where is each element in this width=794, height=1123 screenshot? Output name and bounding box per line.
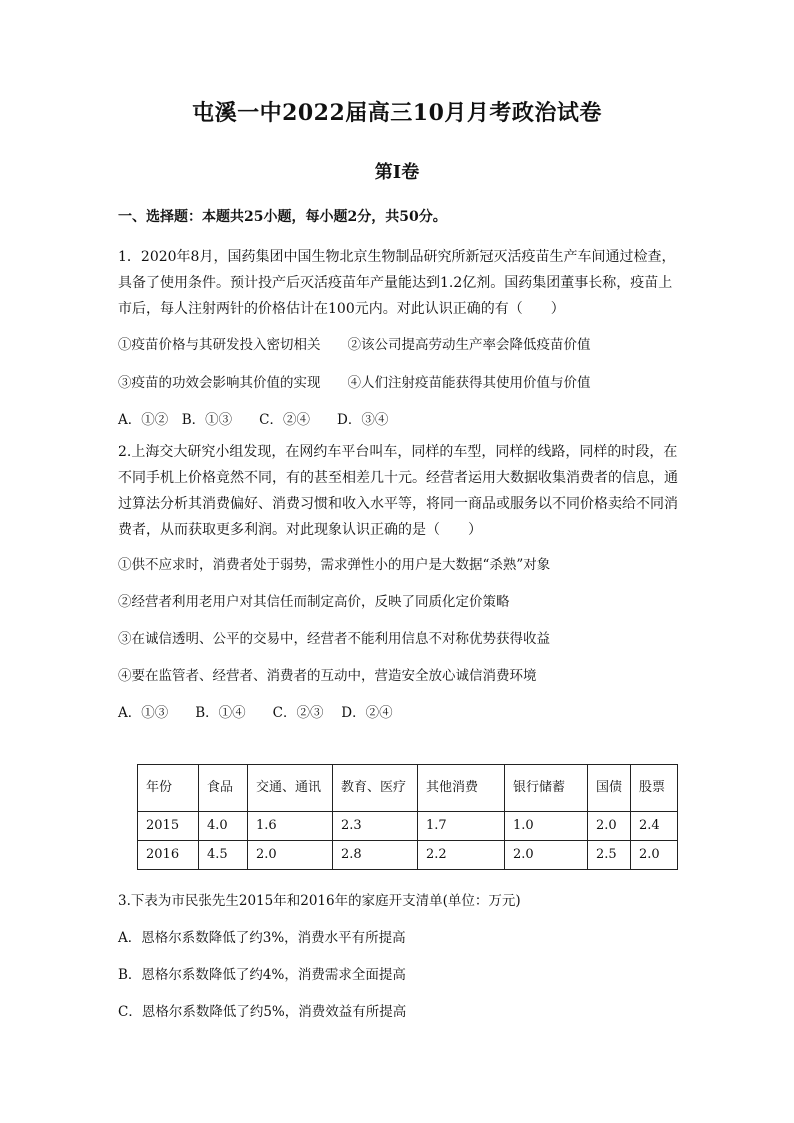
table-header-cell: 教育、医疗 xyxy=(333,765,418,812)
table-cell: 1.6 xyxy=(248,812,333,841)
question-2-choices: A．①③ B．①④ C．②③ D．②④ xyxy=(118,705,393,721)
table-header-cell: 国债 xyxy=(588,765,631,812)
table-cell: 2.0 xyxy=(505,841,588,870)
table-cell: 2.2 xyxy=(418,841,505,870)
table-header-cell: 年份 xyxy=(138,765,199,812)
table-header-cell: 食品 xyxy=(199,765,248,812)
table-cell: 2.4 xyxy=(631,812,678,841)
table-cell: 2015 xyxy=(138,812,199,841)
question-3-stem: 3.下表为市民张先生2015年和2016年的家庭开支清单(单位：万元) xyxy=(118,893,521,909)
question-3-option-c: C．恩格尔系数降低了约5%，消费效益有所提高 xyxy=(118,1004,407,1020)
table-cell: 2.5 xyxy=(588,841,631,870)
table-cell: 2016 xyxy=(138,841,199,870)
exam-title: 屯溪一中2022届高三10月月考政治试卷 xyxy=(192,100,602,126)
question-1-options-line-1: ①疫苗价格与其研发投入密切相关 ②该公司提高劳动生产率会降低疫苗价值 xyxy=(118,337,591,353)
question-3-option-a: A．恩格尔系数降低了约3%，消费水平有所提高 xyxy=(118,930,406,946)
table-cell: 2.0 xyxy=(588,812,631,841)
table-row xyxy=(138,841,678,870)
question-1-choices: A．①② B．①③ C．②④ D．③④ xyxy=(118,412,389,428)
question-3-option-b: B．恩格尔系数降低了约4%，消费需求全面提高 xyxy=(118,967,406,983)
table-cell: 2.8 xyxy=(333,841,418,870)
question-2-option-3: ③在诚信透明、公平的交易中，经营者不能利用信息不对称优势获得收益 xyxy=(118,631,550,647)
table-row xyxy=(138,812,678,841)
table-header-cell: 股票 xyxy=(631,765,678,812)
table-header-row xyxy=(138,765,678,812)
table-cell: 4.0 xyxy=(199,812,248,841)
question-2-option-4: ④要在监管者、经营者、消费者的互动中，营造安全放心诚信消费环境 xyxy=(118,668,537,684)
table-header-cell: 其他消费 xyxy=(418,765,505,812)
expense-table xyxy=(137,764,678,870)
section-heading: 一、选择题：本题共25小题，每小题2分，共50分。 xyxy=(118,209,447,225)
part-heading: 第I卷 xyxy=(374,162,420,183)
question-1-stem: 1．2020年8月，国药集团中国生物北京生物制品研究所新冠灭活疫苗生产车间通过检查，具备了使用条件。预计投产后灭活疫苗年产量能达到1.2亿剂。国药集团董事长称，疫苗上市后，每人注射两针的价格估计在100元内。对此认识正确的有（ ） xyxy=(118,249,676,317)
table-header-cell: 交通、通讯 xyxy=(248,765,333,812)
table-cell: 1.0 xyxy=(505,812,588,841)
question-2-option-2: ②经营者利用老用户对其信任而制定高价，反映了同质化定价策略 xyxy=(118,594,510,610)
table-cell: 2.0 xyxy=(248,841,333,870)
question-1-options-line-2: ③疫苗的功效会影响其价值的实现 ④人们注射疫苗能获得其使用价值与价值 xyxy=(118,375,591,391)
question-2-stem: 2.上海交大研究小组发现，在网约车平台叫车，同样的车型，同样的线路，同样的时段，在不同手机上价格竟然不同，有的甚至相差几十元。经营者运用大数据收集消费者的信息，通过算法分析其消费偏好、消费习惯和收入水平等，将同一商品或服务以不同价格卖给不同消费者，从而获取更多利润。对此现象认识正确的是（ ） xyxy=(118,444,678,538)
question-2-option-1: ①供不应求时，消费者处于弱势，需求弹性小的用户是大数据“杀熟”对象 xyxy=(118,557,551,573)
table-header-cell: 银行储蓄 xyxy=(505,765,588,812)
table-cell: 1.7 xyxy=(418,812,505,841)
table-cell: 4.5 xyxy=(199,841,248,870)
table-cell: 2.0 xyxy=(631,841,678,870)
table-cell: 2.3 xyxy=(333,812,418,841)
